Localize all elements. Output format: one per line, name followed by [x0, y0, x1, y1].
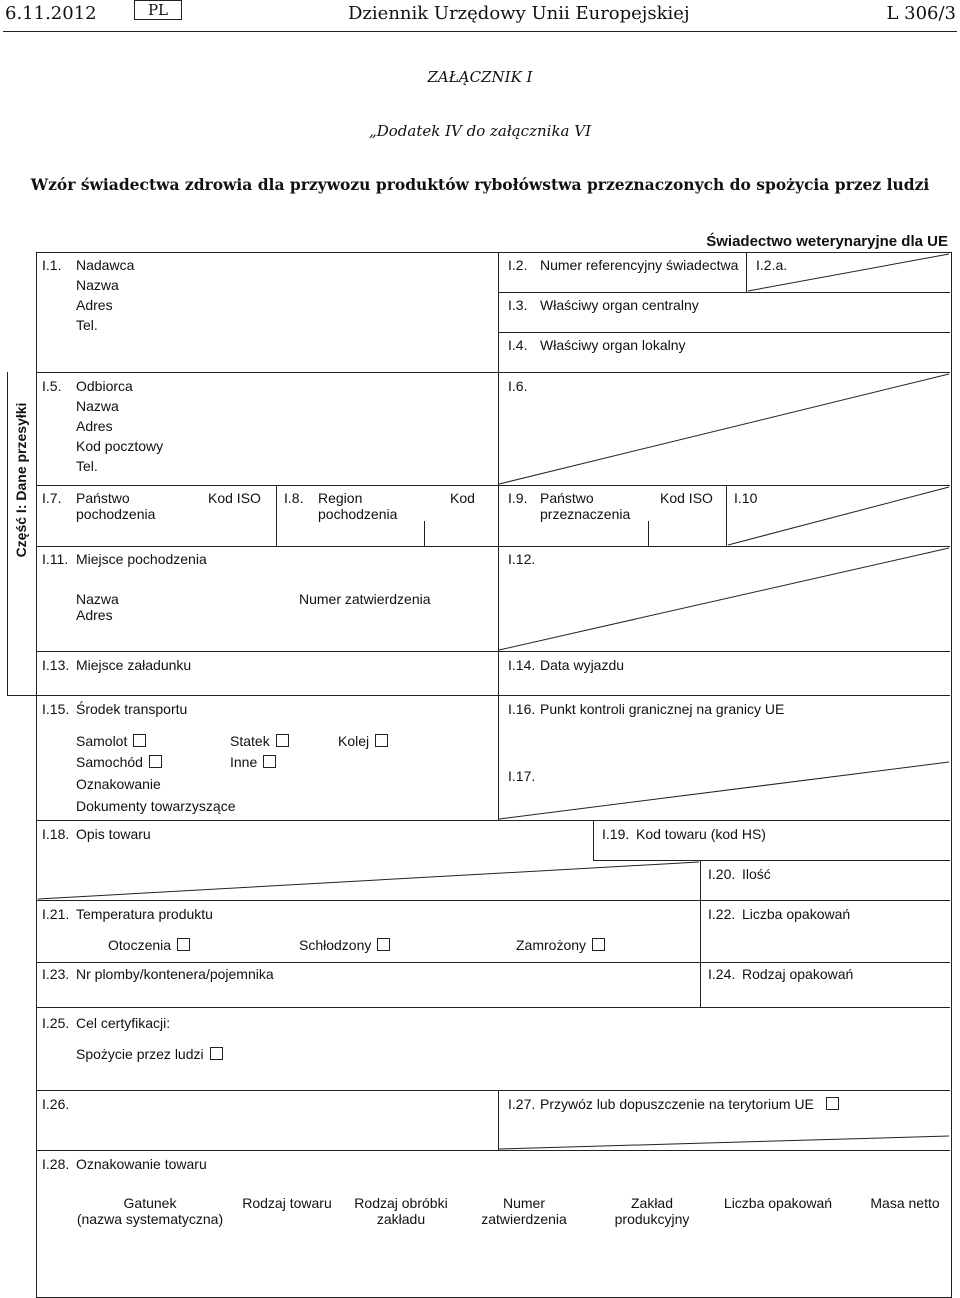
consignee-tel-label: Tel. — [76, 458, 98, 474]
origin-name-label: Nazwa — [76, 591, 119, 607]
temperature-ambient[interactable] — [108, 937, 190, 953]
commodity-code-label: Kod towaru (kod HS) — [636, 826, 766, 842]
destination-iso-label: Kod ISO — [660, 490, 713, 506]
column-header-line: Numer — [502, 1195, 546, 1211]
field-number: I.20. — [708, 866, 736, 882]
page-reference: L 306/3 — [886, 3, 956, 24]
field-number: I.24. — [708, 966, 736, 982]
transport-marking-label: Oznakowanie — [76, 776, 161, 792]
consignee-address-label: Adres — [76, 418, 113, 434]
temperature-frozen-checkbox[interactable] — [592, 938, 605, 951]
field-number: I.11. — [42, 551, 69, 567]
column-header-line: Liczba opakowań — [723, 1195, 833, 1211]
consignee-name-label: Nazwa — [76, 398, 119, 414]
field-number: I.22. — [708, 906, 736, 922]
quantity-label: Ilość — [742, 866, 771, 882]
transport-airplane-label: Samolot — [76, 733, 128, 749]
field-number: I.23. — [42, 966, 70, 982]
column-header-line: Rodzaj obróbki — [354, 1195, 448, 1211]
commodity-description-label: Opis towaru — [76, 826, 151, 842]
consignor-address-label: Adres — [76, 297, 113, 313]
purpose-human-consumption[interactable] — [76, 1046, 223, 1062]
temperature-chilled-checkbox[interactable] — [377, 938, 390, 951]
transport-rail[interactable] — [338, 733, 388, 749]
column-header-number-of-packages — [724, 1195, 832, 1211]
transport-airplane-checkbox[interactable] — [133, 734, 146, 747]
column-header-line: Gatunek — [123, 1195, 177, 1211]
import-admission[interactable] — [540, 1096, 839, 1112]
consignor-tel-label: Tel. — [76, 317, 98, 333]
field-number: I.19. — [602, 826, 630, 842]
field-number: I.2.a. — [756, 257, 788, 273]
consignor-name-label: Nazwa — [76, 277, 119, 293]
type-of-packaging-label: Rodzaj opakowań — [742, 966, 854, 982]
transport-road-label: Samochód — [76, 754, 143, 770]
origin-region-code-label: Kod — [450, 490, 475, 506]
publication-date: 6.11.2012 — [5, 3, 97, 24]
column-header-line: Rodzaj towaru — [242, 1195, 332, 1211]
import-admission-checkbox[interactable] — [826, 1097, 839, 1110]
field-number: I.15. — [42, 701, 70, 717]
field-number: I.3. — [508, 297, 528, 313]
column-header-line: Zakład — [630, 1195, 674, 1211]
field-number: I.10 — [734, 490, 758, 506]
field-number: I.13. — [42, 657, 70, 673]
field-number: I.7. — [42, 490, 62, 506]
field-number: I.18. — [42, 826, 70, 842]
field-number: I.9. — [508, 490, 528, 506]
document-title: Wzór świadectwa zdrowia dla przywozu produktów rybołówstwa przeznaczonych do spożycia przez ludzi — [30, 175, 930, 194]
import-admission-label: Przywóz lub dopuszczenie na terytorium UE — [540, 1096, 814, 1112]
identification-of-goods-label: Oznakowanie towaru — [76, 1156, 207, 1172]
field-number: I.2. — [508, 257, 528, 273]
temperature-chilled-label: Schłodzony — [299, 937, 372, 953]
column-header-net-weight — [870, 1195, 939, 1211]
transport-other-checkbox[interactable] — [263, 755, 276, 768]
annex-title: ZAŁĄCZNIK I — [427, 68, 533, 86]
means-of-transport-label: Środek transportu — [76, 701, 188, 717]
origin-country-label-2: pochodzenia — [76, 506, 156, 522]
field-number: I.6. — [508, 378, 528, 394]
place-of-origin-label: Miejsce pochodzenia — [76, 551, 207, 567]
central-authority-label: Właściwy organ centralny — [540, 297, 699, 313]
field-number: I.21. — [42, 906, 70, 922]
number-of-packages-label: Liczba opakowań — [742, 906, 851, 922]
transport-rail-label: Kolej — [338, 733, 370, 749]
departure-date-label: Data wyjazdu — [540, 657, 625, 673]
certificate-header: Świadectwo weterynaryjne dla UE — [706, 233, 948, 250]
field-number: I.4. — [508, 337, 528, 353]
field-number: I.5. — [42, 378, 62, 394]
part-label: Część I: Dane przesyłki — [13, 402, 29, 558]
purpose-human-consumption-checkbox[interactable] — [210, 1047, 223, 1060]
column-header-treatment-type — [354, 1195, 447, 1227]
origin-region-label-2: pochodzenia — [318, 506, 398, 522]
origin-country-label: Państwo — [76, 490, 130, 506]
field-number: I.28. — [42, 1156, 70, 1172]
column-header-line: zakładu — [376, 1211, 426, 1227]
place-of-loading-label: Miejsce załadunku — [76, 657, 192, 673]
destination-country-label: Państwo — [540, 490, 594, 506]
field-number: I.27. — [508, 1096, 536, 1112]
field-number: I.12. — [508, 551, 536, 567]
transport-road-checkbox[interactable] — [149, 755, 162, 768]
field-number: I.26. — [42, 1096, 70, 1112]
column-header-line: produkcyjny — [614, 1211, 690, 1227]
field-number: I.14. — [508, 657, 536, 673]
origin-address-label: Adres — [76, 607, 113, 623]
column-header-line: (nazwa systematyczna) — [76, 1211, 224, 1227]
temperature-ambient-label: Otoczenia — [108, 937, 172, 953]
purpose-human-consumption-label: Spożycie przez ludzi — [76, 1046, 204, 1062]
column-header-line: Masa netto — [870, 1195, 940, 1211]
transport-ship[interactable] — [230, 733, 289, 749]
consignor-label: Nadawca — [76, 257, 135, 273]
border-inspection-post-label: Punkt kontroli granicznej na granicy UE — [540, 701, 785, 717]
field-number: I.17. — [508, 768, 536, 784]
transport-ship-label: Statek — [230, 733, 270, 749]
column-header-line: zatwierdzenia — [481, 1211, 567, 1227]
field-number: I.16. — [508, 701, 536, 717]
column-header-manufacturing-plant — [615, 1195, 690, 1227]
temperature-frozen-label: Zamrożony — [516, 937, 587, 953]
language-badge: PL — [134, 0, 182, 20]
journal-title: Dziennik Urzędowy Unii Europejskiej — [348, 3, 690, 24]
transport-airplane[interactable] — [76, 733, 146, 749]
column-header-approval-number — [481, 1195, 567, 1227]
origin-region-label: Region — [318, 490, 363, 506]
product-temperature-label: Temperatura produktu — [76, 906, 213, 922]
destination-country-label-2: przeznaczenia — [540, 506, 631, 522]
addendum-title: „Dodatek IV do załącznika VI — [368, 122, 592, 140]
field-number: I.25. — [42, 1015, 70, 1031]
origin-approval-label: Numer zatwierdzenia — [299, 591, 431, 607]
transport-other[interactable] — [230, 754, 276, 770]
transport-documents-label: Dokumenty towarzyszące — [76, 798, 236, 814]
temperature-ambient-checkbox[interactable] — [177, 938, 190, 951]
transport-rail-checkbox[interactable] — [375, 734, 388, 747]
column-header-species — [77, 1195, 223, 1227]
field-number: I.1. — [42, 257, 62, 273]
column-header-nature-of-commodity — [242, 1195, 332, 1211]
certification-purpose-label: Cel certyfikacji: — [76, 1015, 171, 1031]
local-authority-label: Właściwy organ lokalny — [540, 337, 686, 353]
consignee-label: Odbiorca — [76, 378, 133, 394]
certificate-reference-label: Numer referencyjny świadectwa — [540, 257, 739, 273]
transport-road[interactable] — [76, 754, 162, 770]
consignee-postcode-label: Kod pocztowy — [76, 438, 164, 454]
transport-other-label: Inne — [230, 754, 258, 770]
temperature-frozen[interactable] — [516, 937, 605, 953]
origin-iso-label: Kod ISO — [208, 490, 261, 506]
field-number: I.8. — [284, 490, 304, 506]
temperature-chilled[interactable] — [299, 937, 390, 953]
transport-ship-checkbox[interactable] — [276, 734, 289, 747]
seal-container-number-label: Nr plomby/kontenera/pojemnika — [76, 966, 274, 982]
